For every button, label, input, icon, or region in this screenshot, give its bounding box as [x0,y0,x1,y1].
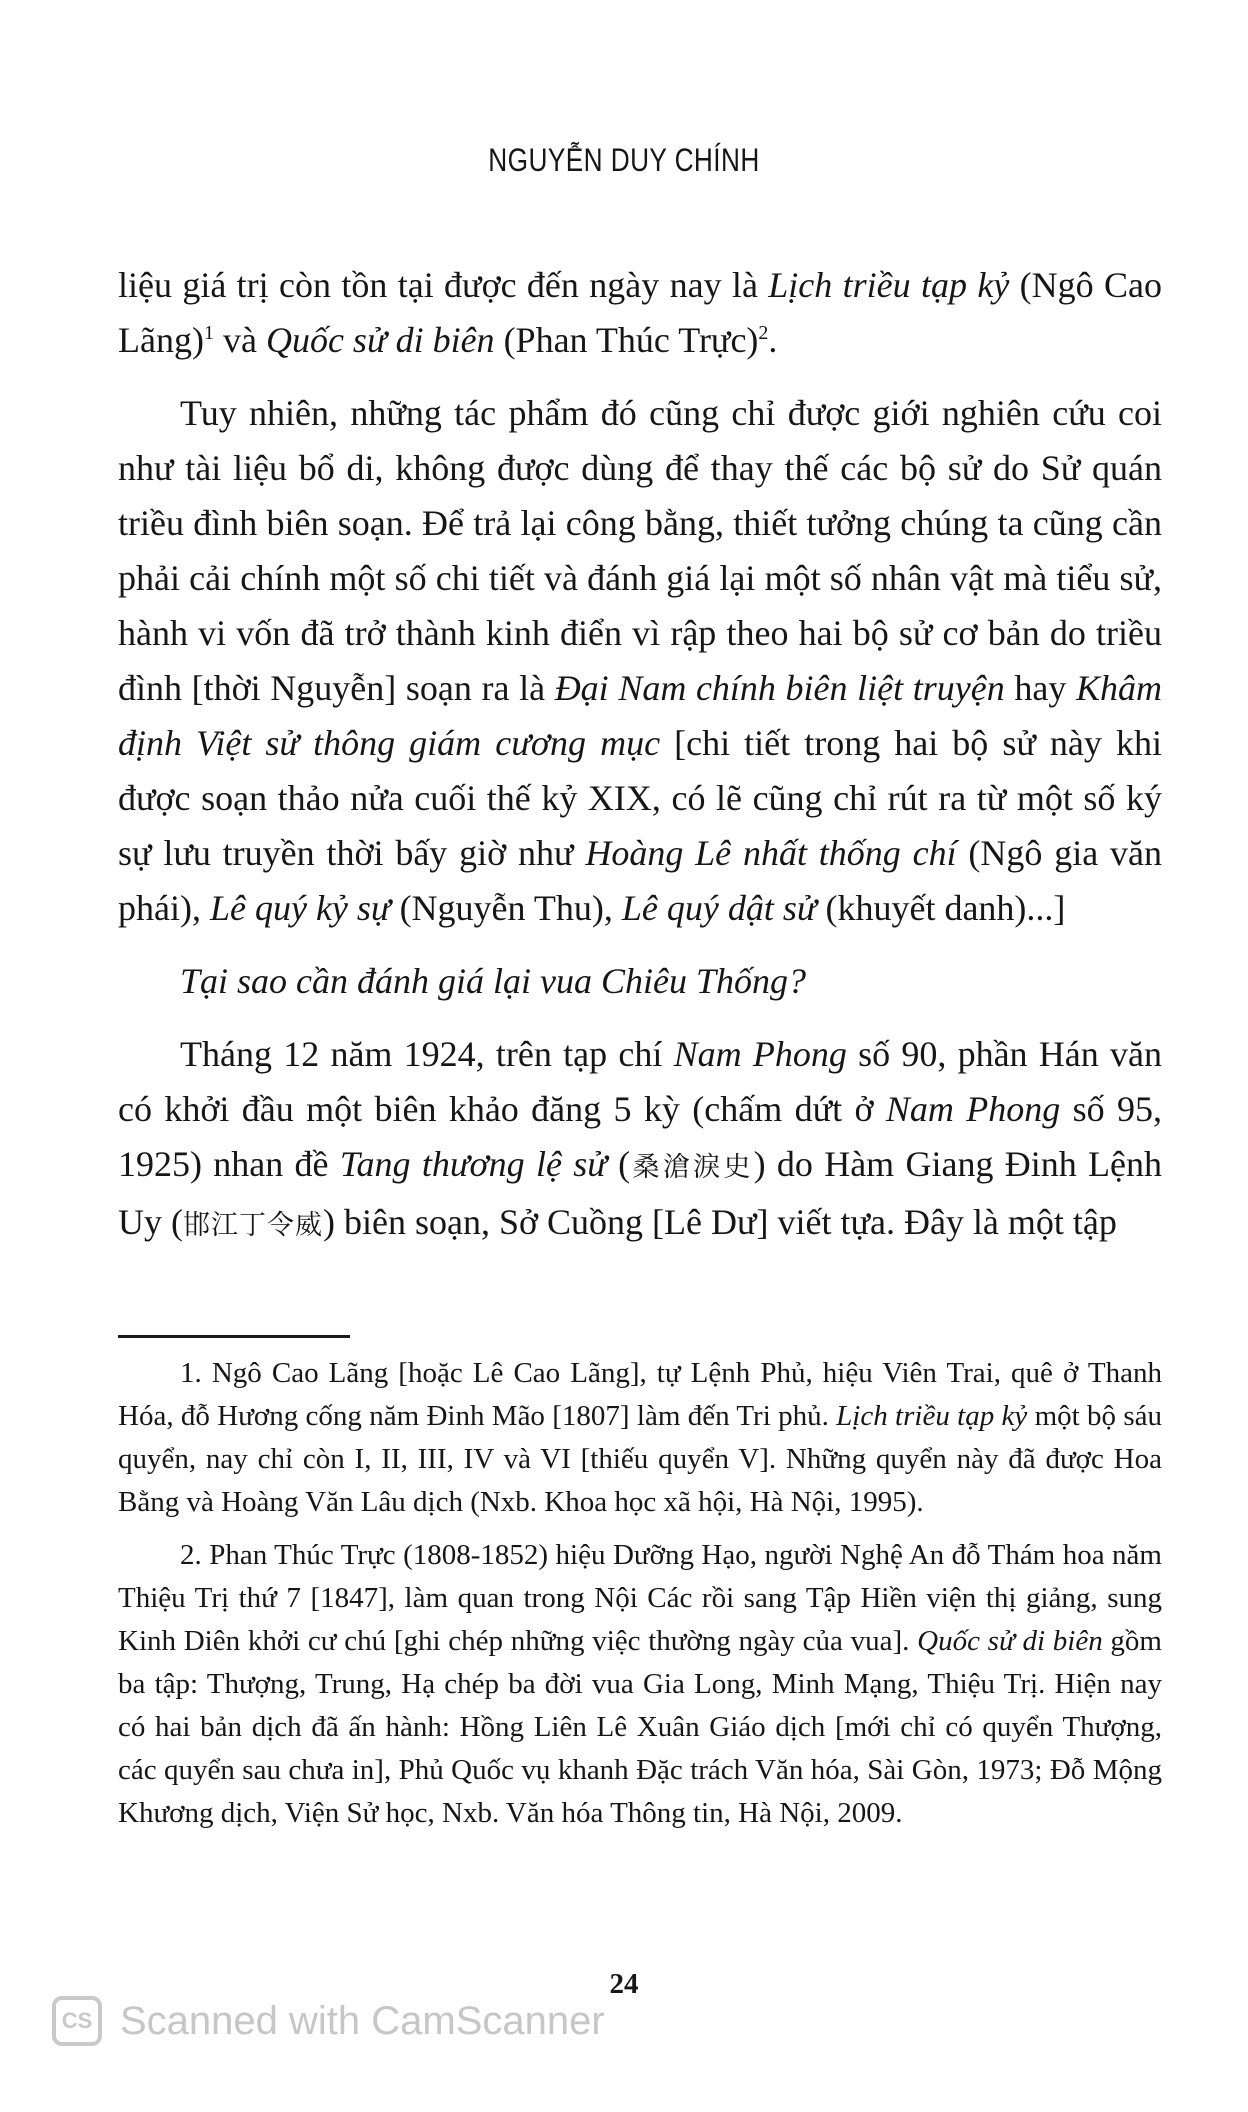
italic-title: Hoàng Lê nhất thống chí [585,833,957,873]
page-number: 24 [609,1968,639,2000]
running-head: NGUYỄN DUY CHÍNH [488,142,760,178]
watermark-text: Scanned with CamScanner [120,1998,605,2043]
paragraph-thang-12: Tháng 12 năm 1924, trên tạp chí Nam Phong số 90, phần Hán văn có khởi đầu một biên khảo đăng 5 kỳ (chấm dứt ở Nam Phong số 95, 1925) nhan đề Tang thương lệ sử (桑滄淚史) do Hàm Giang Đinh Lệnh Uy (邯江丁令威) biên soạn, Sở Cuồng [Lê Dư] viết tựa. Đây là một tập [118,1034,1163,1242]
section-question-heading [118,954,1162,1009]
italic-title: Tại sao cần đánh giá lại vua Chiêu Thống? [180,961,807,1001]
italic-title: Nam Phong [673,1034,847,1074]
camscanner-watermark [52,1996,605,2046]
italic-title: Đại Nam chính biên liệt truyện [554,668,1005,708]
italic-title: Lịch triều tạp kỷ [768,265,1010,305]
italic-title: Lịch triều tạp kỷ [836,1400,1028,1432]
camscanner-logo-icon: CS [52,1996,102,2046]
italic-title: Lê quý kỷ sự [209,888,391,928]
footnotes [118,1352,1162,1845]
italic-title: Khâm định Việt sử thông giám cương mục [118,668,1162,763]
han-characters: 邯江丁令威 [183,1210,323,1241]
italic-title: Quốc sử di biên [917,1625,1103,1657]
han-characters: 桑滄淚史 [630,1152,754,1183]
footnote-2: 2. Phan Thúc Trực (1808-1852) hiệu Dưỡng Hạo, người Nghệ An đỗ Thám hoa năm Thiệu Trị thứ 7 [1847], làm quan trong Nội Các rồi sang Tập Hiền viện thị giảng, sung Kinh Diên khởi cư chú [ghi chép những việc thường ngày của vua]. Quốc sử di biên gồm ba tập: Thượng, Trung, Hạ chép ba đời vua Gia Long, Minh Mạng, Thiệu Trị. Hiện nay có hai bản dịch đã ấn hành: Hồng Liên Lê Xuân Giáo dịch [mới chỉ có quyển Thượng, các quyển sau chưa in], Phủ Quốc vụ khanh Đặc trách Văn hóa, Sài Gòn, 1973; Đỗ Mộng Khương dịch, Viện Sử học, Nxb. Văn hóa Thông tin, Hà Nội, 2009. [118,1539,1162,1829]
italic-title: Nam Phong [885,1089,1061,1129]
italic-title: Quốc sử di biên [265,320,495,360]
italic-title: Lê quý dật sử [621,888,817,928]
footnote-ref: 2 [758,322,769,344]
paragraph-tuy-nhien: Tuy nhiên, những tác phẩm đó cũng chỉ được giới nghiên cứu coi như tài liệu bổ di, không được dùng để thay thế các bộ sử do Sử quán triều đình biên soạn. Để trả lại công bằng, thiết tưởng chúng ta cũng cần phải cải chính một số chi tiết và đánh giá lại một số nhân vật mà tiểu sử, hành vi vốn đã trở thành kinh điển vì rập theo hai bộ sử cơ bản do triều đình [thời Nguyễn] soạn ra là Đại Nam chính biên liệt truyện hay Khâm định Việt sử thông giám cương mục [chi tiết trong hai bộ sử này khi được soạn thảo nửa cuối thế kỷ XIX, có lẽ cũng chỉ rút ra từ một số ký sự lưu truyền thời bấy giờ như Hoàng Lê nhất thống chí (Ngô gia văn phái), Lê quý kỷ sự (Nguyễn Thu), Lê quý dật sử (khuyết danh)...] [118,393,1162,928]
footnote-ref: 1 [203,322,214,344]
footnote-separator [118,1335,350,1338]
footnote-1: 1. Ngô Cao Lãng [hoặc Lê Cao Lãng], tự Lệnh Phủ, hiệu Viên Trai, quê ở Thanh Hóa, đỗ Hương cống năm Đinh Mão [1807] làm đến Tri phủ. Lịch triều tạp kỷ một bộ sáu quyển, nay chỉ còn I, II, III, IV và VI [thiếu quyển V]. Những quyển này đã được Hoa Bằng và Hoàng Văn Lâu dịch (Nxb. Khoa học xã hội, Hà Nội, 1995). [118,1357,1162,1518]
body-text [118,258,1162,1253]
paragraph-continuation: liệu giá trị còn tồn tại được đến ngày nay là Lịch triều tạp kỷ (Ngô Cao Lãng)$^1$ và Quốc sử di biên (Phan Thúc Trực)$^2$. [118,265,1162,360]
italic-title: Tang thương lệ sử [339,1144,607,1184]
